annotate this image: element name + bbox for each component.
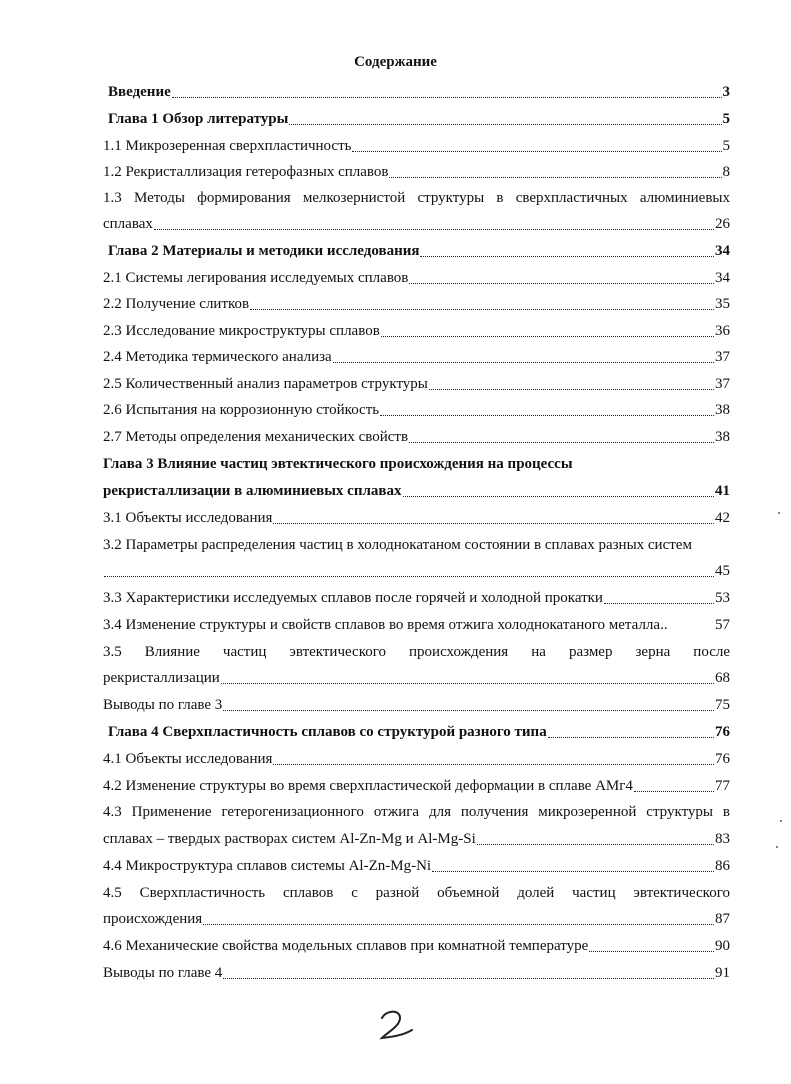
toc-entry-text: 2.4 Методика термического анализа (103, 349, 332, 365)
toc-entry-page: 34 (715, 270, 730, 286)
toc-entry-page: 3 (722, 84, 730, 100)
toc-entry-page: 77 (715, 778, 730, 794)
toc-entry-text: Выводы по главе 3 (103, 697, 223, 713)
toc-entry (103, 136, 730, 156)
toc-entry-text: 2.1 Системы легирования исследуемых сплавов (103, 270, 409, 286)
toc-entry-text: 4.4 Микроструктура сплавов системы Al-Zn-Mg-Ni (103, 858, 432, 874)
toc-entry (103, 321, 730, 341)
toc-entry-text: происхождения (103, 911, 203, 927)
toc-entry-line1: 3.2 Параметры распределения частиц в холоднокатаном состоянии в сплавах разных систем (103, 537, 692, 553)
toc-entry-page: 37 (715, 376, 730, 392)
toc-entry (103, 856, 730, 876)
toc-entry (103, 427, 730, 447)
toc-entry-text: 3.3 Характеристики исследуемых сплавов после горячей и холодной прокатки (103, 590, 603, 606)
toc-entry (103, 481, 730, 501)
toc-entry (103, 214, 730, 234)
toc-entry-page: 83 (715, 831, 730, 847)
toc-entry (108, 109, 730, 129)
page-title: Содержание (354, 54, 437, 70)
toc-entry-text: Глава 2 Материалы и методики исследования (108, 243, 420, 259)
toc-entry-page: 68 (715, 670, 730, 686)
toc-entry (103, 400, 730, 420)
toc-entry (103, 695, 730, 715)
toc-entry-page: 35 (715, 296, 730, 312)
toc-entry (103, 615, 730, 635)
toc-entry-text: 2.6 Испытания на коррозионную стойкость (103, 402, 380, 418)
toc-entry-text: Глава 1 Обзор литературы (108, 111, 289, 127)
toc-entry-text: рекристаллизации (103, 670, 220, 686)
toc-entry (103, 588, 730, 608)
toc-entry-page: 91 (715, 965, 730, 981)
toc-entry (103, 561, 730, 581)
toc-entry (108, 722, 730, 742)
toc-entry-text: 2.5 Количественный анализ параметров структуры (103, 376, 428, 392)
toc-entry-text: 3.1 Объекты исследования (103, 510, 273, 526)
toc-entry-page: 87 (715, 911, 730, 927)
toc-entry (108, 82, 730, 102)
toc-entry-text: сплавах – твердых растворах систем Al-Zn-Mg и Al-Mg-Si (103, 831, 476, 847)
handwritten-page-number (372, 1006, 422, 1046)
toc-entry (103, 294, 730, 314)
toc-entry-page: 42 (715, 510, 730, 526)
toc-entry-page: 76 (715, 751, 730, 767)
toc-entry-text: сплавах (103, 216, 153, 232)
scan-speck (778, 512, 780, 514)
toc-entry-page: 34 (715, 243, 730, 259)
toc-entry-page: 37 (715, 349, 730, 365)
toc-entry-text: Выводы по главе 4 (103, 965, 223, 981)
toc-entry (103, 668, 730, 688)
toc-entry-page: 36 (715, 323, 730, 339)
toc-entry (103, 749, 730, 769)
toc-entry (103, 508, 730, 528)
toc-entry (103, 909, 730, 929)
toc-entry-page: 57 (715, 617, 730, 633)
toc-entry-line1: 3.5 Влияние частиц эвтектического происхождения на размер зерна после (103, 644, 730, 660)
toc-entry (103, 347, 730, 367)
toc-entry-text: Глава 4 Сверхпластичность сплавов со структурой разного типа (108, 724, 547, 740)
toc-entry-page: 86 (715, 858, 730, 874)
toc-entry-text: 2.3 Исследование микроструктуры сплавов (103, 323, 380, 339)
toc-entry-text: 4.6 Механические свойства модельных сплавов при комнатной температуре (103, 938, 589, 954)
toc-entry-page: 90 (715, 938, 730, 954)
toc-entry-page: 45 (715, 563, 730, 579)
toc-entry-text: 4.2 Изменение структуры во время сверхпластической деформации в сплаве АМг4 (103, 778, 633, 794)
toc-entry-text: 1.2 Рекристаллизация гетерофазных сплавов (103, 164, 389, 180)
toc-entry-page: 5 (722, 138, 730, 154)
toc-entry-page: 5 (722, 111, 730, 127)
toc-entry (103, 268, 730, 288)
scan-speck (776, 846, 778, 848)
toc-entry-text: Введение (108, 84, 171, 100)
toc-entry-line1: 1.3 Методы формирования мелкозернистой структуры в сверхпластичных алюминиевых (103, 190, 730, 206)
toc-entry-page: 76 (715, 724, 730, 740)
toc-entry-page: 26 (715, 216, 730, 232)
toc-entry (108, 241, 730, 261)
scan-speck (780, 820, 782, 822)
toc-entry-text: 4.1 Объекты исследования (103, 751, 273, 767)
toc-entry-line1: 4.3 Применение гетерогенизационного отжига для получения микрозеренной структуры в (103, 804, 730, 820)
toc-entry-text: рекристаллизации в алюминиевых сплавах (103, 483, 402, 499)
toc-entry-page: 38 (715, 429, 730, 445)
toc-entry-page: 53 (715, 590, 730, 606)
toc-entry-text: 3.4 Изменение структуры и свойств сплавов во время отжига холоднокатаного металла.. (103, 617, 668, 633)
toc-entry-page: 8 (722, 164, 730, 180)
toc-entry (103, 963, 730, 983)
toc-entry-text: 2.2 Получение слитков (103, 296, 250, 312)
toc-entry (103, 374, 730, 394)
toc-entry-text: 2.7 Методы определения механических свойств (103, 429, 409, 445)
toc-entry (103, 936, 730, 956)
toc-entry-line1: Глава 3 Влияние частиц эвтектического происхождения на процессы (103, 456, 573, 472)
toc-entry-page: 41 (715, 483, 730, 499)
toc-entry (103, 829, 730, 849)
toc-entry-line1: 4.5 Сверхпластичность сплавов с разной объемной долей частиц эвтектического (103, 885, 730, 901)
toc-entry-page: 38 (715, 402, 730, 418)
toc-entry-text: 1.1 Микрозеренная сверхпластичность (103, 138, 352, 154)
toc-entry (103, 776, 730, 796)
toc-entry (103, 162, 730, 182)
toc-entry-page: 75 (715, 697, 730, 713)
